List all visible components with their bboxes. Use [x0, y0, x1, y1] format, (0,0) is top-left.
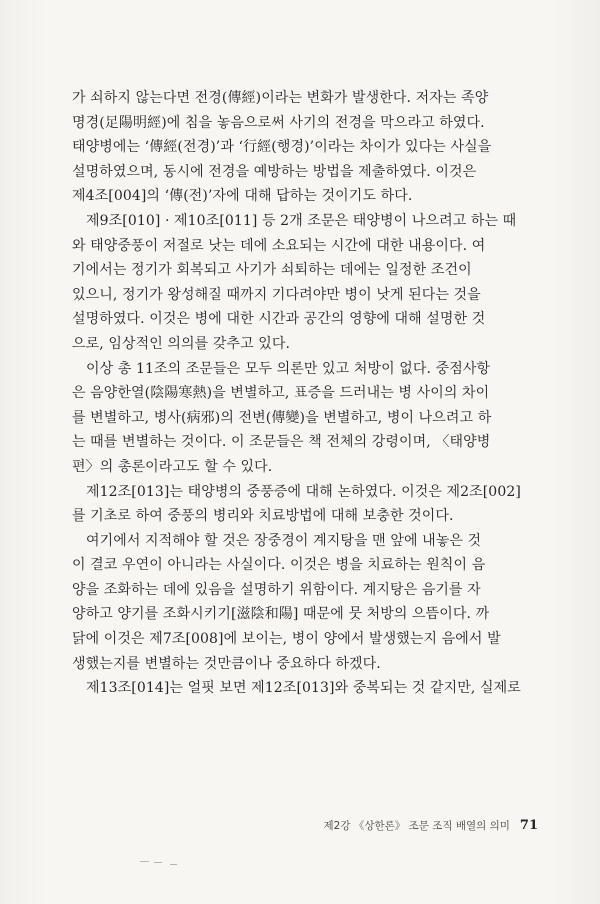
page-footer [292, 818, 538, 833]
text-line: 명경(足陽明經)에 침을 놓음으로써 사기의 전경을 막으라고 하였다. [72, 114, 485, 131]
running-head: 제2강 《상한론》 조문 조직 배열의 의미 [323, 820, 510, 832]
page-number: 71 [519, 818, 538, 833]
text-line: 제13조[014]는 얼핏 보면 제12조[013]와 중복되는 것 같지만, 실제로 [86, 680, 521, 697]
text-line: 생했는지를 변별하는 것만큼이나 중요하다 하겠다. [72, 655, 381, 672]
text-line: 태양병에는 ‘傳經(전경)’과 ‘行經(행경)’이라는 차이가 있다는 사실을 [72, 139, 492, 156]
text-line: 여기에서 지적해야 할 것은 장중경이 계지탕을 맨 앞에 내놓은 것 [86, 532, 482, 549]
text-line: 있으니, 정기가 왕성해질 때까지 기다려야만 병이 낫게 된다는 것을 [72, 286, 481, 303]
text-line: 닭에 이것은 제7조[008]에 보이는, 병이 양에서 발생했는지 음에서 발 [72, 631, 501, 648]
text-line: 이 결코 우연이 아니라는 사실이다. 이것은 병을 치료하는 원칙이 음 [72, 557, 486, 574]
text-line: 와 태양중풍이 저절로 낫는 데에 소요되는 시간에 대한 내용이다. 여 [72, 237, 486, 254]
text-line: 으로, 임상적인 의의를 갖추고 있다. [72, 335, 291, 352]
text-line: 를 기초로 하여 중풍의 병리와 치료방법에 대해 보충한 것이다. [72, 508, 454, 525]
text-line: 양을 조화하는 데에 있음을 설명하기 위함이다. 계지탕은 음기를 자 [72, 581, 481, 598]
text-line: 제4조[004]의 ‘傳(전)’자에 대해 답하는 것이기도 하다. [72, 188, 413, 205]
text-line: 양하고 양기를 조화시키기[滋陰和陽] 때문에 뭇 처방의 으뜸이다. 까 [72, 606, 490, 623]
text-line: 설명하였으며, 동시에 전경을 예방하는 방법을 제출하였다. 이것은 [72, 163, 477, 180]
text-line: 제12조[013]는 태양병의 중풍증에 대해 논하였다. 이것은 제2조[002] [86, 483, 521, 500]
text-line: 제9조[010] · 제10조[011] 등 2개 조문은 태양병이 나으려고 하는 때 [86, 212, 517, 229]
text-line: 를 변별하고, 병사(病邪)의 전변(傳變)을 변별하고, 병이 나으려고 하 [72, 409, 492, 426]
text-line: 은 음양한열(陰陽寒熱)을 변별하고, 표증을 드러내는 병 사이의 차이 [72, 385, 490, 402]
scan-smudge [140, 858, 190, 866]
text-line: 편〉의 총론이라고도 할 수 있다. [72, 458, 273, 475]
text-line: 이상 총 11조의 조문들은 모두 의론만 있고 처방이 없다. 중점사항 [86, 360, 491, 377]
text-line: 는 때를 변별하는 것이다. 이 조문들은 책 전체의 강령이며, 〈태양병 [72, 434, 491, 451]
body-text [72, 86, 530, 701]
text-line: 가 쇠하지 않는다면 전경(傳經)이라는 변화가 발생한다. 저자는 족양 [72, 90, 489, 106]
text-line: 설명하였다. 이것은 병에 대한 시간과 공간의 영향에 대해 설명한 것 [72, 311, 486, 328]
text-line: 기에서는 정기가 회복되고 사기가 쇠퇴하는 데에는 일정한 조건이 [72, 262, 472, 279]
